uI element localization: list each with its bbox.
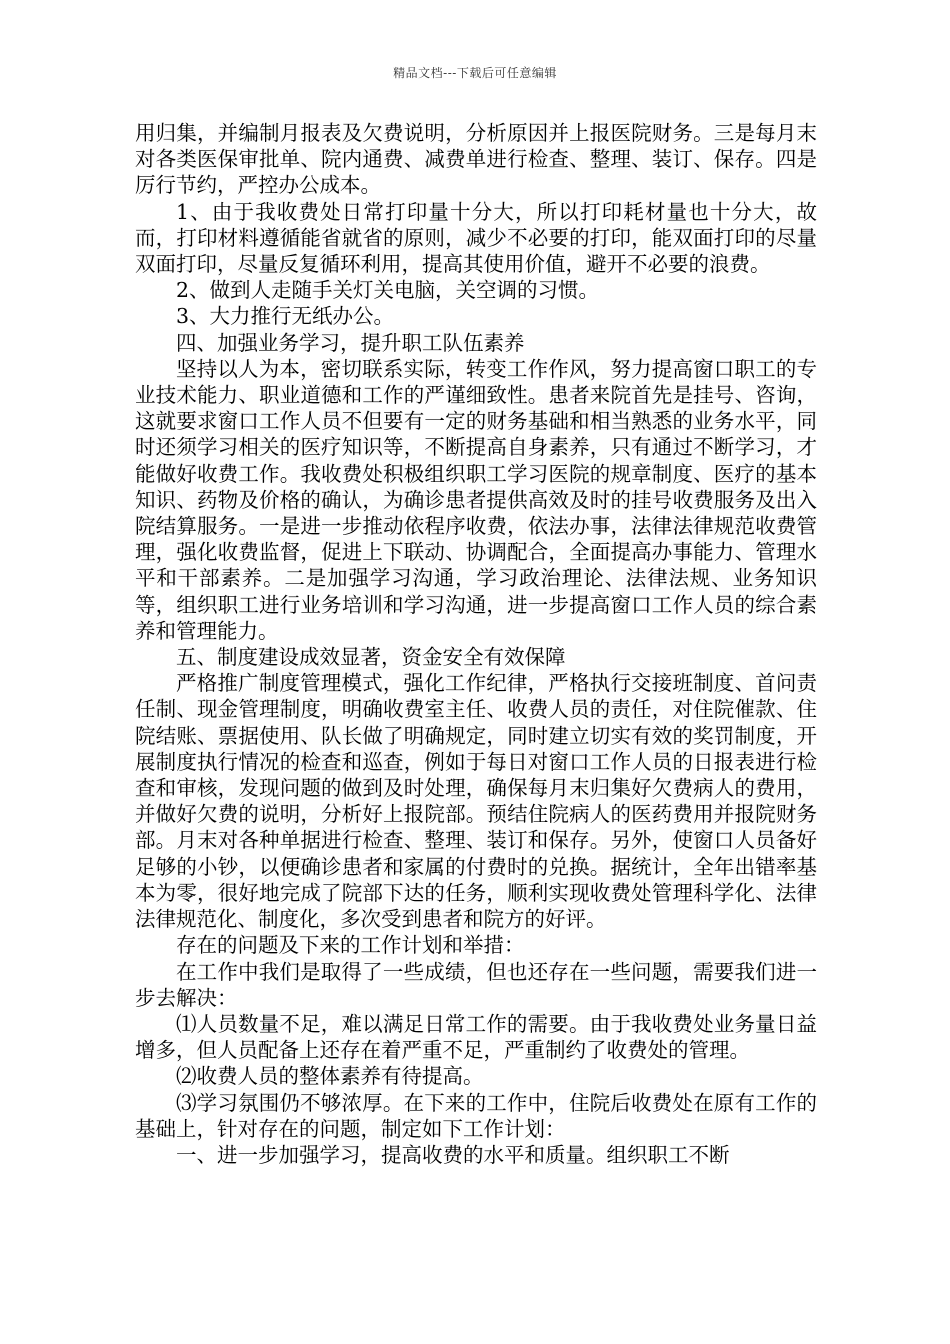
paragraph: 一、进一步加强学习，提高收费的水平和质量。组织职工不断 — [176, 1142, 730, 1167]
paragraph: 坚持以人为本，密切联系实际，转变工作作风，努力提高窗口职工的专业技术能力、职业道德和工作的严谨细致性。患者来院首先是挂号、咨询，这就要求窗口工作人员不但要有一定的财务基础和相当熟悉的业务水平，同时还须学习相关的医疗知识等，不断提高自身素养，只有通过不断学习，才能做好收费工作。我收费处积极组织职工学习医院的规章制度、医疗的基本知识、药物及价格的确认，为确诊患者提供高效及时的挂号收费服务及出入院结算服务。一是进一步推动依程序收费，依法办事，法律法律规范收费管理，强化收费监督，促进上下联动、协调配合，全面提高办事能力、管理水平和干部素养。二是加强学习沟通，学习政治理论、法律法规、业务知识等，组织职工进行业务培训和学习沟通，进一步提高窗口工作人员的综合素养和管理能力。 — [135, 356, 817, 643]
paragraph: 3、大力推行无纸办公。 — [176, 304, 395, 329]
paragraph: 2、做到人走随手关灯关电脑，关空调的习惯。 — [176, 278, 600, 303]
document-body — [135, 120, 817, 1168]
section-heading: 四、加强业务学习，提升职工队伍素养 — [176, 330, 525, 355]
list-item: ⑵收费人员的整体素养有待提高。 — [176, 1064, 484, 1089]
list-item: ⑶学习氛围仍不够浓厚。在下来的工作中，住院后收费处在原有工作的基础上，针对存在的问题，制定如下工作计划： — [135, 1090, 817, 1141]
paragraph: 1、由于我收费处日常打印量十分大，所以打印耗材量也十分大，故而，打印材料遵循能省就省的原则，减少不必要的打印，能双面打印的尽量双面打印，尽量反复循环利用，提高其使用价值，避开不必要的浪费。 — [135, 199, 817, 277]
paragraph: 用归集，并编制月报表及欠费说明，分析原因并上报医院财务。三是每月末对各类医保审批单、院内通费、减费单进行检查、整理、装订、保存。四是厉行节约，严控办公成本。 — [135, 121, 817, 198]
paragraph: 严格推广制度管理模式，强化工作纪律，严格执行交接班制度、首问责任制、现金管理制度，明确收费室主任、收费人员的责任，对住院催款、住院结账、票据使用、队长做了明确规定，同时建立切实有效的奖罚制度，开展制度执行情况的检查和巡查，例如于每日对窗口工作人员的日报表进行检查和审核，发现问题的做到及时处理，确保每月末归集好欠费病人的费用，并做好欠费的说明，分析好上报院部。预结住院病人的医药费用并报院财务部。月末对各种单据进行检查、整理、装订和保存。另外，使窗口人员备好足够的小钞，以便确诊患者和家属的付费时的兑换。据统计，全年出错率基本为零，很好地完成了院部下达的任务，顺利实现收费处管理科学化、法律法律规范化、制度化，多次受到患者和院方的好评。 — [135, 671, 817, 932]
page-header: 精品文档---下载后可任意编辑 — [393, 66, 557, 80]
section-heading: 存在的问题及下来的工作计划和举措： — [176, 933, 525, 958]
list-item: ⑴人员数量不足，难以满足日常工作的需要。由于我收费处业务量日益增多，但人员配备上还存在着严重不足，严重制约了收费处的管理。 — [135, 1011, 817, 1063]
paragraph: 在工作中我们是取得了一些成绩，但也还存在一些问题，需要我们进一步去解决： — [135, 959, 817, 1010]
section-heading: 五、制度建设成效显著，资金安全有效保障 — [176, 645, 566, 670]
